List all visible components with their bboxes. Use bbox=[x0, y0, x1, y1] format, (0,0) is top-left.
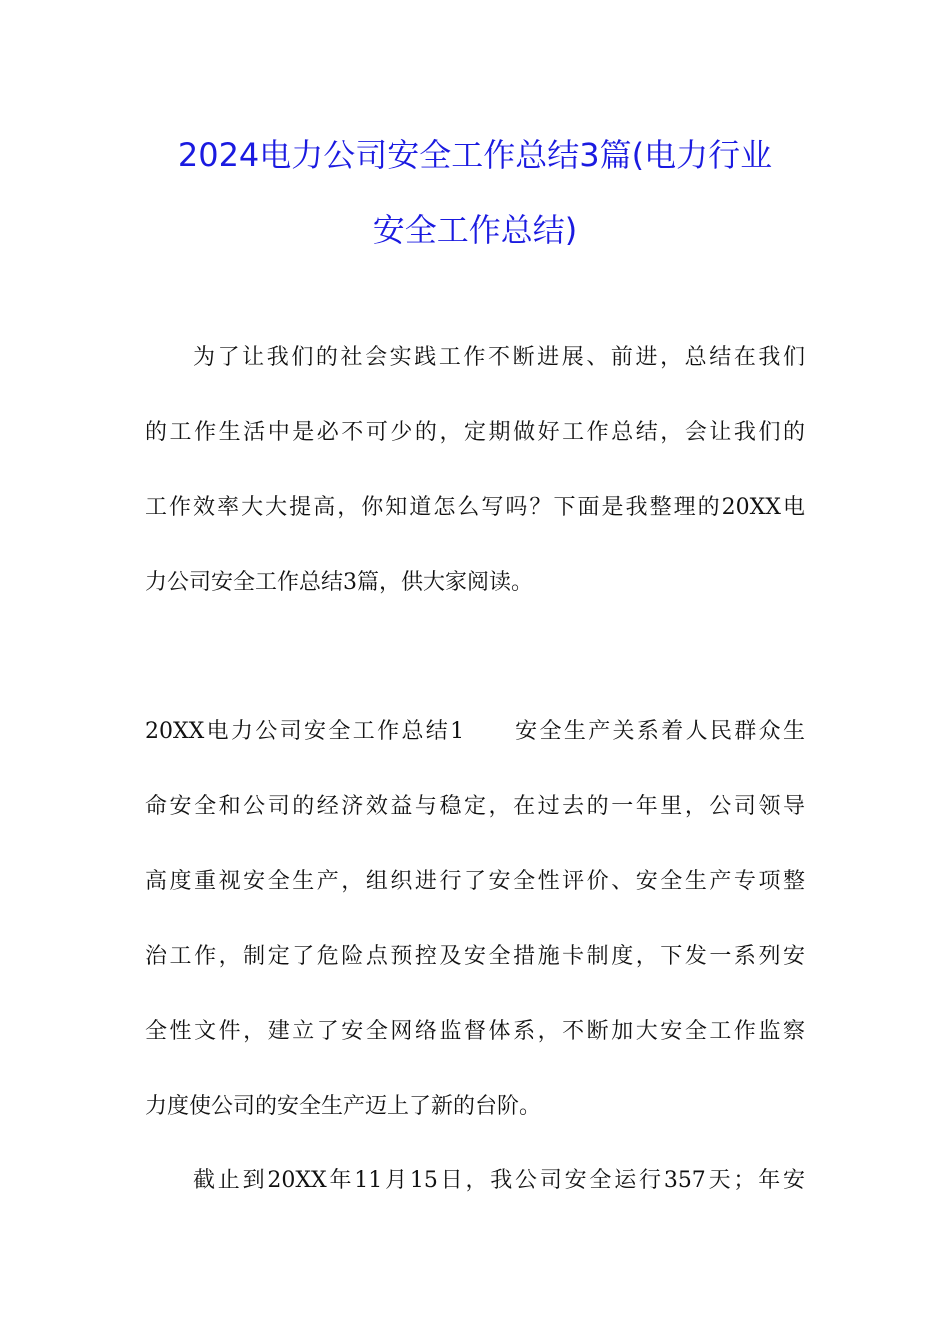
paragraph-line: 的工作生活中是必不可少的，定期做好工作总结，会让我们的 bbox=[145, 420, 805, 445]
paragraph-line: 力度使公司的安全生产迈上了新的台阶。 bbox=[145, 1094, 542, 1119]
paragraph-line: 截止到20XX年11月15日，我公司安全运行357天；年安 bbox=[193, 1168, 805, 1193]
paragraph-line: 力公司安全工作总结3篇，供大家阅读。 bbox=[145, 570, 533, 595]
paragraph-line: 全性文件，建立了安全网络监督体系，不断加大安全工作监察 bbox=[145, 1019, 805, 1044]
paragraph-line: 命安全和公司的经济效益与稳定，在过去的一年里，公司领导 bbox=[145, 794, 805, 819]
paragraph-line: 高度重视安全生产，组织进行了安全性评价、安全生产专项整 bbox=[145, 869, 805, 894]
paragraph-line: 20XX电力公司安全工作总结1 安全生产关系着人民群众生 bbox=[145, 719, 805, 744]
document-title-line-1: 2024电力公司安全工作总结3篇(电力行业 bbox=[177, 136, 773, 174]
paragraph-line: 工作效率大大提高，你知道怎么写吗？下面是我整理的20XX电 bbox=[145, 495, 805, 520]
document-title-line-2: 安全工作总结) bbox=[372, 211, 578, 249]
paragraph-line: 为了让我们的社会实践工作不断进展、前进，总结在我们 bbox=[193, 345, 805, 370]
paragraph-line: 治工作，制定了危险点预控及安全措施卡制度，下发一系列安 bbox=[145, 944, 805, 969]
